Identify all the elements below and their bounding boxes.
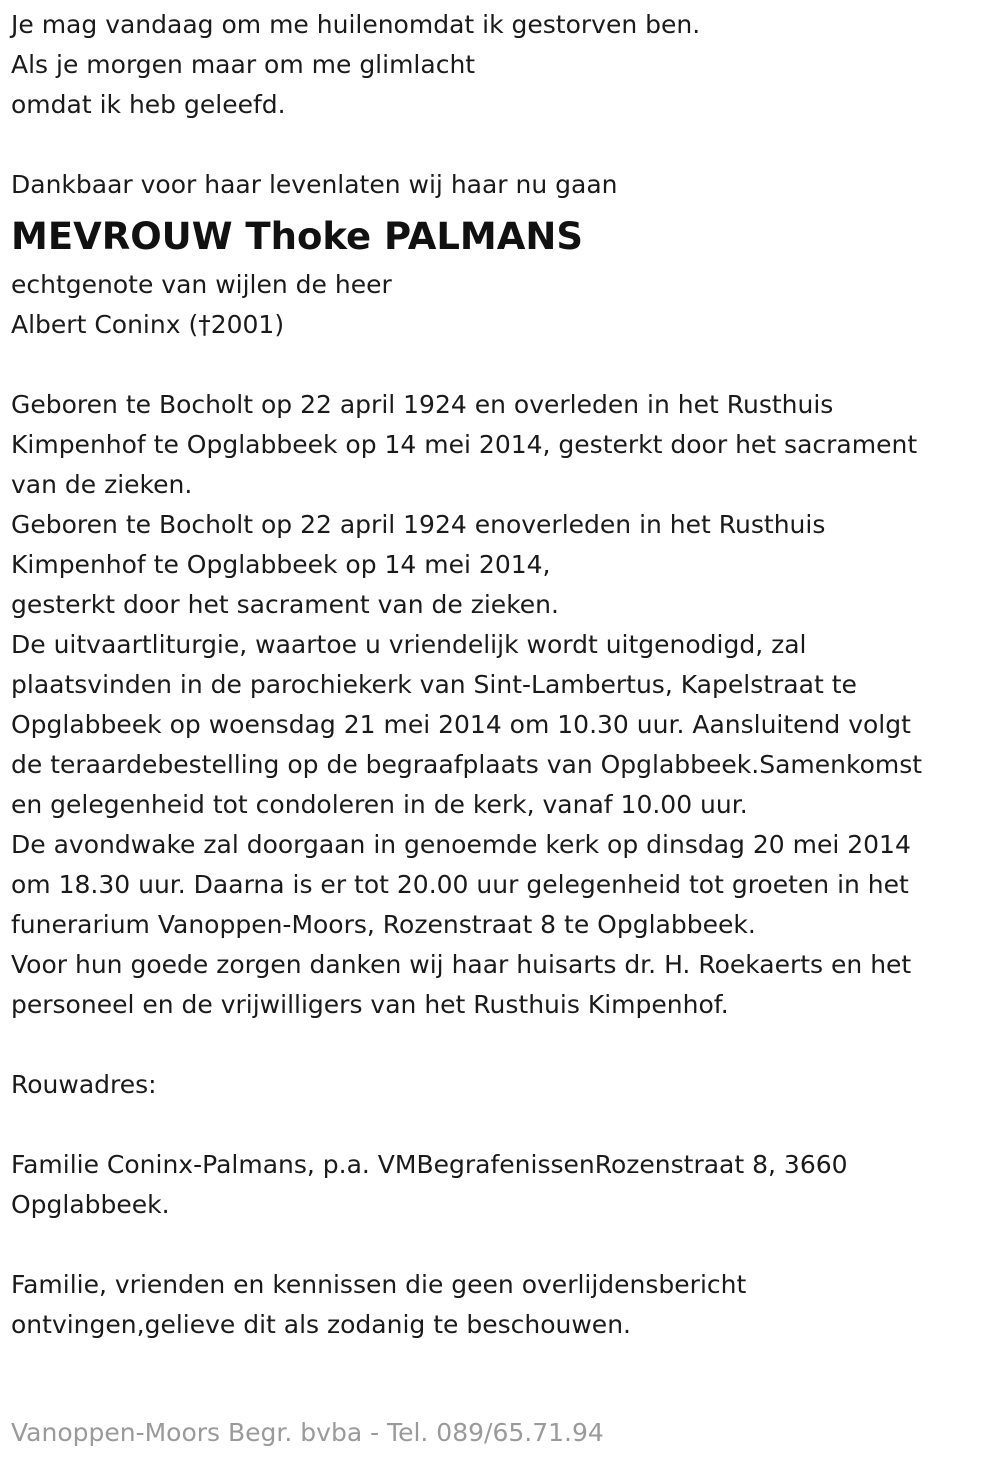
body-line: Opglabbeek op woensdag 21 mei 2014 om 10.30 uur. Aansluitend volgt bbox=[11, 710, 911, 739]
spouse-line: echtgenote van wijlen de heer bbox=[11, 270, 392, 299]
body-line: De avondwake zal doorgaan in genoemde kerk op dinsdag 20 mei 2014 bbox=[11, 830, 911, 859]
body-line: De uitvaartliturgie, waartoe u vriendelijk wordt uitgenodigd, zal bbox=[11, 630, 807, 659]
address-label: Rouwadres: bbox=[11, 1070, 157, 1099]
address-line: Familie Coninx-Palmans, p.a. VMBegrafenissenRozenstraat 8, 3660 bbox=[11, 1150, 848, 1179]
closing-line: Familie, vrienden en kennissen die geen overlijdensbericht bbox=[11, 1270, 747, 1299]
body-line: Kimpenhof te Opglabbeek op 14 mei 2014, bbox=[11, 550, 551, 579]
spacer bbox=[11, 125, 986, 165]
body-line: om 18.30 uur. Daarna is er tot 20.00 uur gelegenheid tot groeten in het bbox=[11, 870, 909, 899]
spacer bbox=[11, 345, 986, 385]
body-line: van de zieken. bbox=[11, 470, 193, 499]
body-line: Geboren te Bocholt op 22 april 1924 enoverleden in het Rusthuis bbox=[11, 510, 826, 539]
deceased-name: MEVROUW Thoke PALMANS bbox=[11, 215, 584, 258]
body-line: personeel en de vrijwilligers van het Rusthuis Kimpenhof. bbox=[11, 990, 729, 1019]
intro-line: Dankbaar voor haar levenlaten wij haar nu gaan bbox=[11, 170, 618, 199]
body-line: Voor hun goede zorgen danken wij haar huisarts dr. H. Roekaerts en het bbox=[11, 950, 912, 979]
poem-line: Je mag vandaag om me huilenomdat ik gestorven ben. bbox=[11, 10, 701, 39]
poem-line: Als je morgen maar om me glimlacht bbox=[11, 50, 476, 79]
body-line: de teraardebestelling op de begraafplaats van Opglabbeek.Samenkomst bbox=[11, 750, 923, 779]
body-line: funerarium Vanoppen-Moors, Rozenstraat 8 te Opglabbeek. bbox=[11, 910, 756, 939]
address-line: Opglabbeek. bbox=[11, 1190, 170, 1219]
body-line: gesterkt door het sacrament van de zieken. bbox=[11, 590, 559, 619]
spacer bbox=[11, 1025, 986, 1065]
body-line: Geboren te Bocholt op 22 april 1924 en overleden in het Rusthuis bbox=[11, 390, 834, 419]
poem-line: omdat ik heb geleefd. bbox=[11, 90, 286, 119]
funeral-home-footer: Vanoppen-Moors Begr. bvba - Tel. 089/65.71.94 bbox=[11, 1418, 604, 1447]
obituary-notice bbox=[11, 5, 986, 1345]
body-line: en gelegenheid tot condoleren in de kerk, vanaf 10.00 uur. bbox=[11, 790, 748, 819]
closing-line: ontvingen,gelieve dit als zodanig te beschouwen. bbox=[11, 1310, 631, 1339]
body-line: Kimpenhof te Opglabbeek op 14 mei 2014, gesterkt door het sacrament bbox=[11, 430, 918, 459]
body-line: plaatsvinden in de parochiekerk van Sint-Lambertus, Kapelstraat te bbox=[11, 670, 857, 699]
spouse-line: Albert Coninx (†2001) bbox=[11, 310, 285, 339]
spacer bbox=[11, 1225, 986, 1265]
spacer bbox=[11, 1105, 986, 1145]
